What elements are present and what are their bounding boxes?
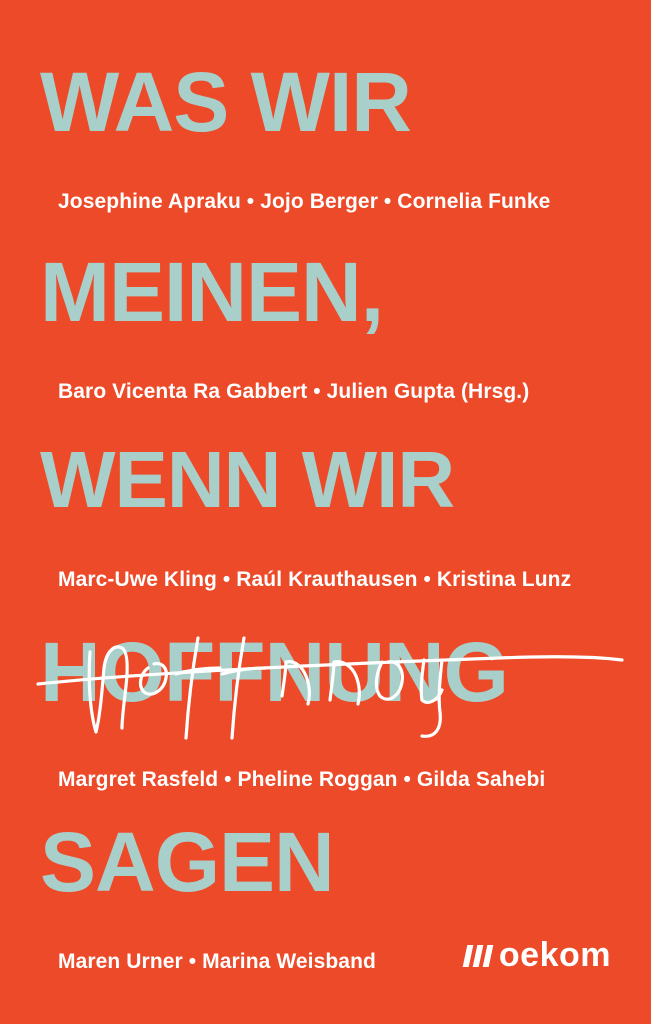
contributor-line-5: Maren Urner • Marina Weisband xyxy=(58,950,376,973)
title-line-2: MEINEN, xyxy=(40,245,384,339)
logo-bars-icon xyxy=(463,945,494,967)
publisher-logo xyxy=(465,936,611,975)
contributor-line-1: Josephine Apraku • Jojo Berger • Cornelia Funke xyxy=(58,190,551,213)
title-line-5: SAGEN xyxy=(40,815,334,909)
contributor-line-2: Baro Vicenta Ra Gabbert • Julien Gupta (Hrsg.) xyxy=(58,380,530,403)
contributor-line-3: Marc-Uwe Kling • Raúl Krauthausen • Kristina Lunz xyxy=(58,568,572,591)
publisher-name: oekom xyxy=(498,936,611,974)
title-line-3: WENN WIR xyxy=(40,435,455,524)
title-line-1: WAS WIR xyxy=(40,55,411,149)
contributor-line-4: Margret Rasfeld • Pheline Roggan • Gilda Sahebi xyxy=(58,768,546,791)
title-line-4: HOFFNUNG xyxy=(40,625,508,719)
